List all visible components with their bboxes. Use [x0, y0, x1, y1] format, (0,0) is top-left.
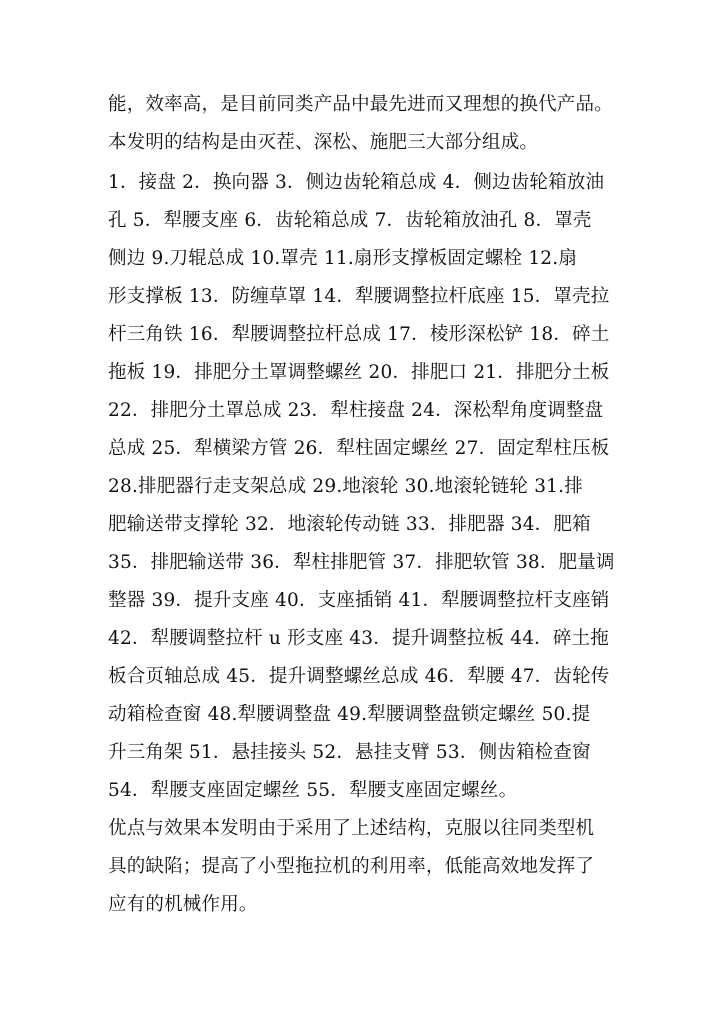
text-line: 形支撑板 13．防缠草罩 14．犁腰调整拉杆底座 15．罩壳拉 — [108, 286, 610, 307]
text-line: 动箱检查窗 48.犁腰调整盘 49.犁腰调整盘锁定螺丝 50.提 — [108, 704, 591, 725]
text-line: 整器 39．提升支座 40．支座插销 41．犁腰调整拉杆支座销 — [108, 590, 610, 611]
text-line: 升三角架 51．悬挂接头 52．悬挂支臂 53．侧齿箱检查窗 — [108, 742, 591, 763]
text-line: 肥输送带支撑轮 32．地滚轮传动链 33．排肥器 34．肥箱 — [108, 514, 591, 535]
text-line: 1．接盘 2．换向器 3．侧边齿轮箱总成 4．侧边齿轮箱放油 — [108, 172, 605, 193]
text-line: 侧边 9.刀辊总成 10.罩壳 11.扇形支撑板固定螺栓 12.扇 — [108, 248, 578, 269]
text-line: 板合页轴总成 45．提升调整螺丝总成 46．犁腰 47．齿轮传 — [108, 666, 610, 687]
text-line: 杆三角铁 16．犁腰调整拉杆总成 17．棱形深松铲 18．碎土 — [108, 324, 610, 345]
text-line: 28.排肥器行走支架总成 29.地滚轮 30.地滚轮链轮 31.排 — [108, 476, 583, 497]
text-line: 拖板 19．排肥分土罩调整螺丝 20．排肥口 21．排肥分土板 — [108, 362, 610, 383]
text-line: 本发明的结构是由灭茬、深松、施肥三大部分组成。 — [108, 132, 539, 153]
text-line: 能，效率高，是目前同类产品中最先进而又理想的换代产品。 — [108, 94, 613, 115]
text-line: 35．排肥输送带 36．犁柱排肥管 37．排肥软管 38．肥量调 — [108, 552, 615, 573]
text-line: 54．犁腰支座固定螺丝 55．犁腰支座固定螺丝。 — [108, 780, 518, 801]
text-line: 应有的机械作用。 — [108, 894, 258, 915]
text-line: 22．排肥分土罩总成 23．犁柱接盘 24．深松犁角度调整盘 — [108, 400, 604, 421]
text-line: 优点与效果本发明由于采用了上述结构，克服以往同类型机 — [108, 818, 595, 839]
text-line: 具的缺陷；提高了小型拖拉机的利用率，低能高效地发挥了 — [108, 856, 595, 877]
text-line: 孔 5．犁腰支座 6．齿轮箱总成 7．齿轮箱放油孔 8．罩壳 — [108, 210, 592, 231]
text-line: 42．犁腰调整拉杆 u 形支座 43．提升调整拉板 44．碎土拖 — [108, 628, 609, 649]
text-line: 总成 25．犁横梁方管 26．犁柱固定螺丝 27．固定犁柱压板 — [108, 438, 610, 459]
